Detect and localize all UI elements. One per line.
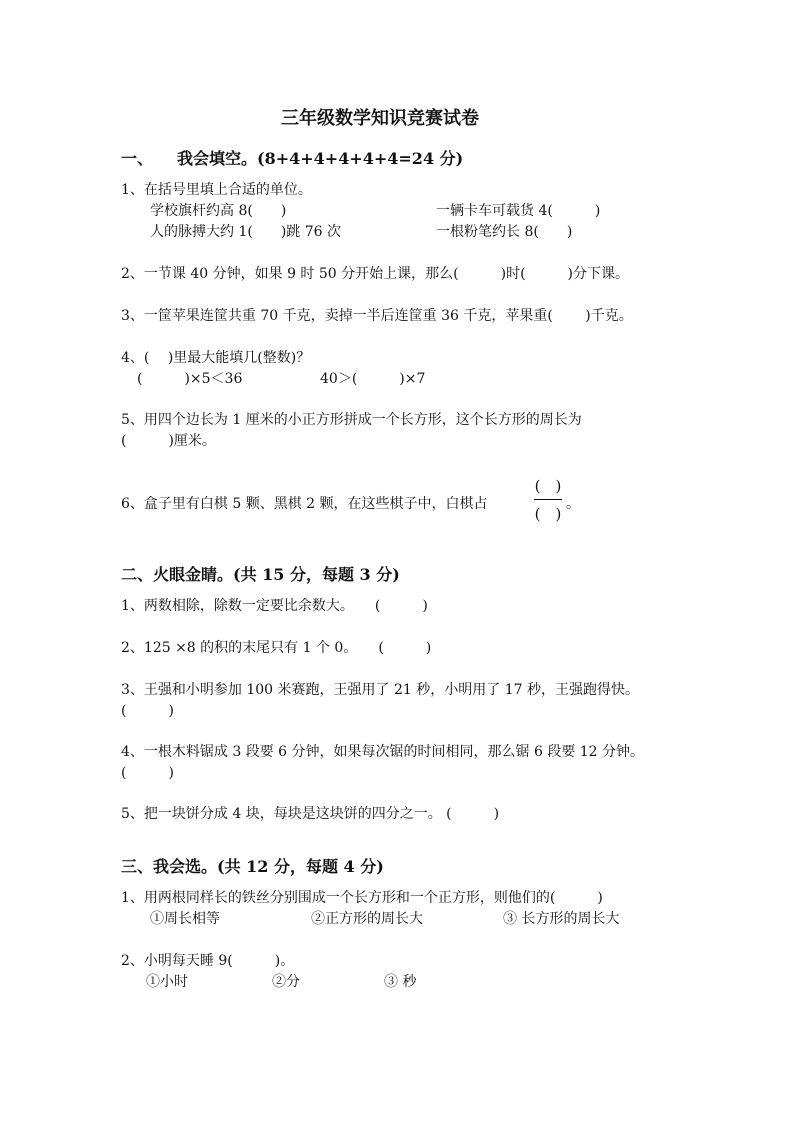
s2-q1: 1、两数相除，除数一定要比余数大。 ( ): [121, 598, 428, 614]
s3-q1-option-3: ③ 长方形的周长大: [503, 911, 620, 927]
s2-q5: 5、把一块饼分成 4 块，每块是这块饼的四分之一。 ( ): [121, 806, 500, 822]
s3-q2-option-2: ②分: [272, 974, 300, 990]
section2-heading: 二、火眼金睛。(共 15 分，每题 3 分): [121, 565, 400, 584]
fraction-numerator: ( ): [534, 477, 562, 495]
s1-q4-item-a: ( )×5＜36: [137, 371, 243, 387]
s3-q1-option-2: ②正方形的周长大: [311, 911, 423, 927]
s1-q1-item-d: 一根粉笔约长 8( ): [436, 224, 573, 240]
s1-q1-stem: 1、在括号里填上合适的单位。: [121, 182, 312, 198]
s1-q4-item-b: 40＞( )×7: [320, 371, 426, 387]
s1-q6-text: 6、盒子里有白棋 5 颗、黑棋 2 颗，在这些棋子中，白棋占: [121, 496, 488, 512]
s1-q3: 3、一筐苹果连筐共重 70 千克，卖掉一半后连筐重 36 千克，苹果重( )千克。: [121, 308, 633, 324]
s3-q2-option-1: ①小时: [146, 974, 188, 990]
s1-q1-item-a: 学校旗杆约高 8( ): [150, 203, 287, 219]
s2-q2: 2、125 ×8 的积的末尾只有 1 个 0。 ( ): [121, 640, 432, 656]
s3-q2-stem: 2、小明每天睡 9( )。: [121, 953, 295, 969]
section1-heading-number: 一、: [121, 149, 154, 168]
s1-q1-item-c: 人的脉搏大约 1( )跳 76 次: [150, 224, 341, 240]
s1-q6-end: 。: [566, 496, 580, 512]
fraction-bar: [534, 499, 562, 500]
s1-q5-line1: 5、用四个边长为 1 厘米的小正方形拼成一个长方形，这个长方形的周长为: [121, 412, 582, 428]
s1-q2: 2、一节课 40 分钟，如果 9 时 50 分开始上课，那么( )时( )分下课。: [121, 266, 629, 282]
s2-q3-line2: ( ): [121, 703, 174, 719]
s1-q4-stem: 4、( )里最大能填几(整数)？: [121, 350, 311, 366]
s2-q4-line1: 4、一根木料锯成 3 段要 6 分钟，如果每次锯的时间相同，那么锯 6 段要 12 分钟。: [121, 744, 645, 760]
s1-q5-line2: ( )厘米。: [121, 433, 216, 449]
s1-q1-item-b: 一辆卡车可载货 4( ): [436, 203, 601, 219]
section3-heading: 三、我会选。(共 12 分，每题 4 分): [121, 857, 384, 876]
s2-q4-line2: ( ): [121, 765, 174, 781]
s3-q2-option-3: ③ 秒: [384, 974, 417, 990]
section1-heading: 我会填空。(8+4+4+4+4+4=24 分): [177, 149, 464, 168]
s2-q3-line1: 3、王强和小明参加 100 米赛跑，王强用了 21 秒，小明用了 17 秒，王强跑得快。: [121, 682, 639, 698]
fraction-blank: [532, 476, 564, 524]
s3-q1-stem: 1、用两根同样长的铁丝分别围成一个长方形和一个正方形，则他们的( ): [121, 890, 603, 906]
fraction-denominator: ( ): [534, 505, 562, 523]
page-title: 三年级数学知识竞赛试卷: [281, 108, 479, 129]
s3-q1-option-1: ①周长相等: [150, 911, 220, 927]
